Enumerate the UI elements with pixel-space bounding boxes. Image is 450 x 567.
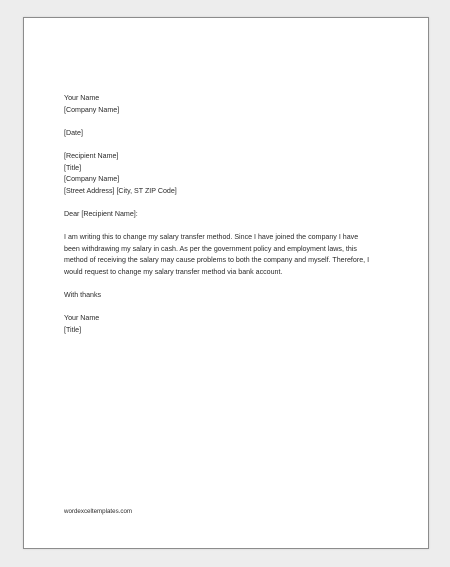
letter-date: [Date]: [64, 128, 83, 137]
spacer: [64, 302, 409, 314]
body-line: I am writing this to change my salary transfer method. Since I have joined the company I have: [64, 233, 359, 242]
footer-source: wordexceltemplates.com: [64, 508, 133, 515]
document-page: [23, 17, 429, 549]
recipient-title: [Title]: [64, 163, 82, 172]
salutation: Dear [Recipient Name]:: [64, 209, 138, 218]
recipient-name: [Recipient Name]: [64, 151, 119, 160]
sender-name: Your Name: [64, 94, 100, 102]
body-line: would request to change my salary transfer method via bank account.: [64, 267, 283, 276]
body-line: method of receiving the salary may cause problems to both the company and myself. Therefore, I: [64, 256, 370, 265]
letter-content: [64, 93, 409, 336]
sender-company: [Company Name]: [64, 105, 120, 114]
spacer: [64, 279, 409, 291]
spacer: [64, 139, 409, 151]
spacer: [64, 197, 409, 209]
closing: With thanks: [64, 291, 102, 300]
body-paragraph: [64, 232, 409, 278]
body-line: been withdrawing my salary in cash. As per the government policy and employment laws, this: [64, 244, 357, 253]
signature-title: [Title]: [64, 325, 82, 334]
recipient-company: [Company Name]: [64, 175, 120, 184]
recipient-address: [Street Address] [City, ST ZIP Code]: [64, 186, 177, 195]
spacer: [64, 116, 409, 128]
signature-name: Your Name: [64, 314, 100, 323]
spacer: [64, 221, 409, 233]
